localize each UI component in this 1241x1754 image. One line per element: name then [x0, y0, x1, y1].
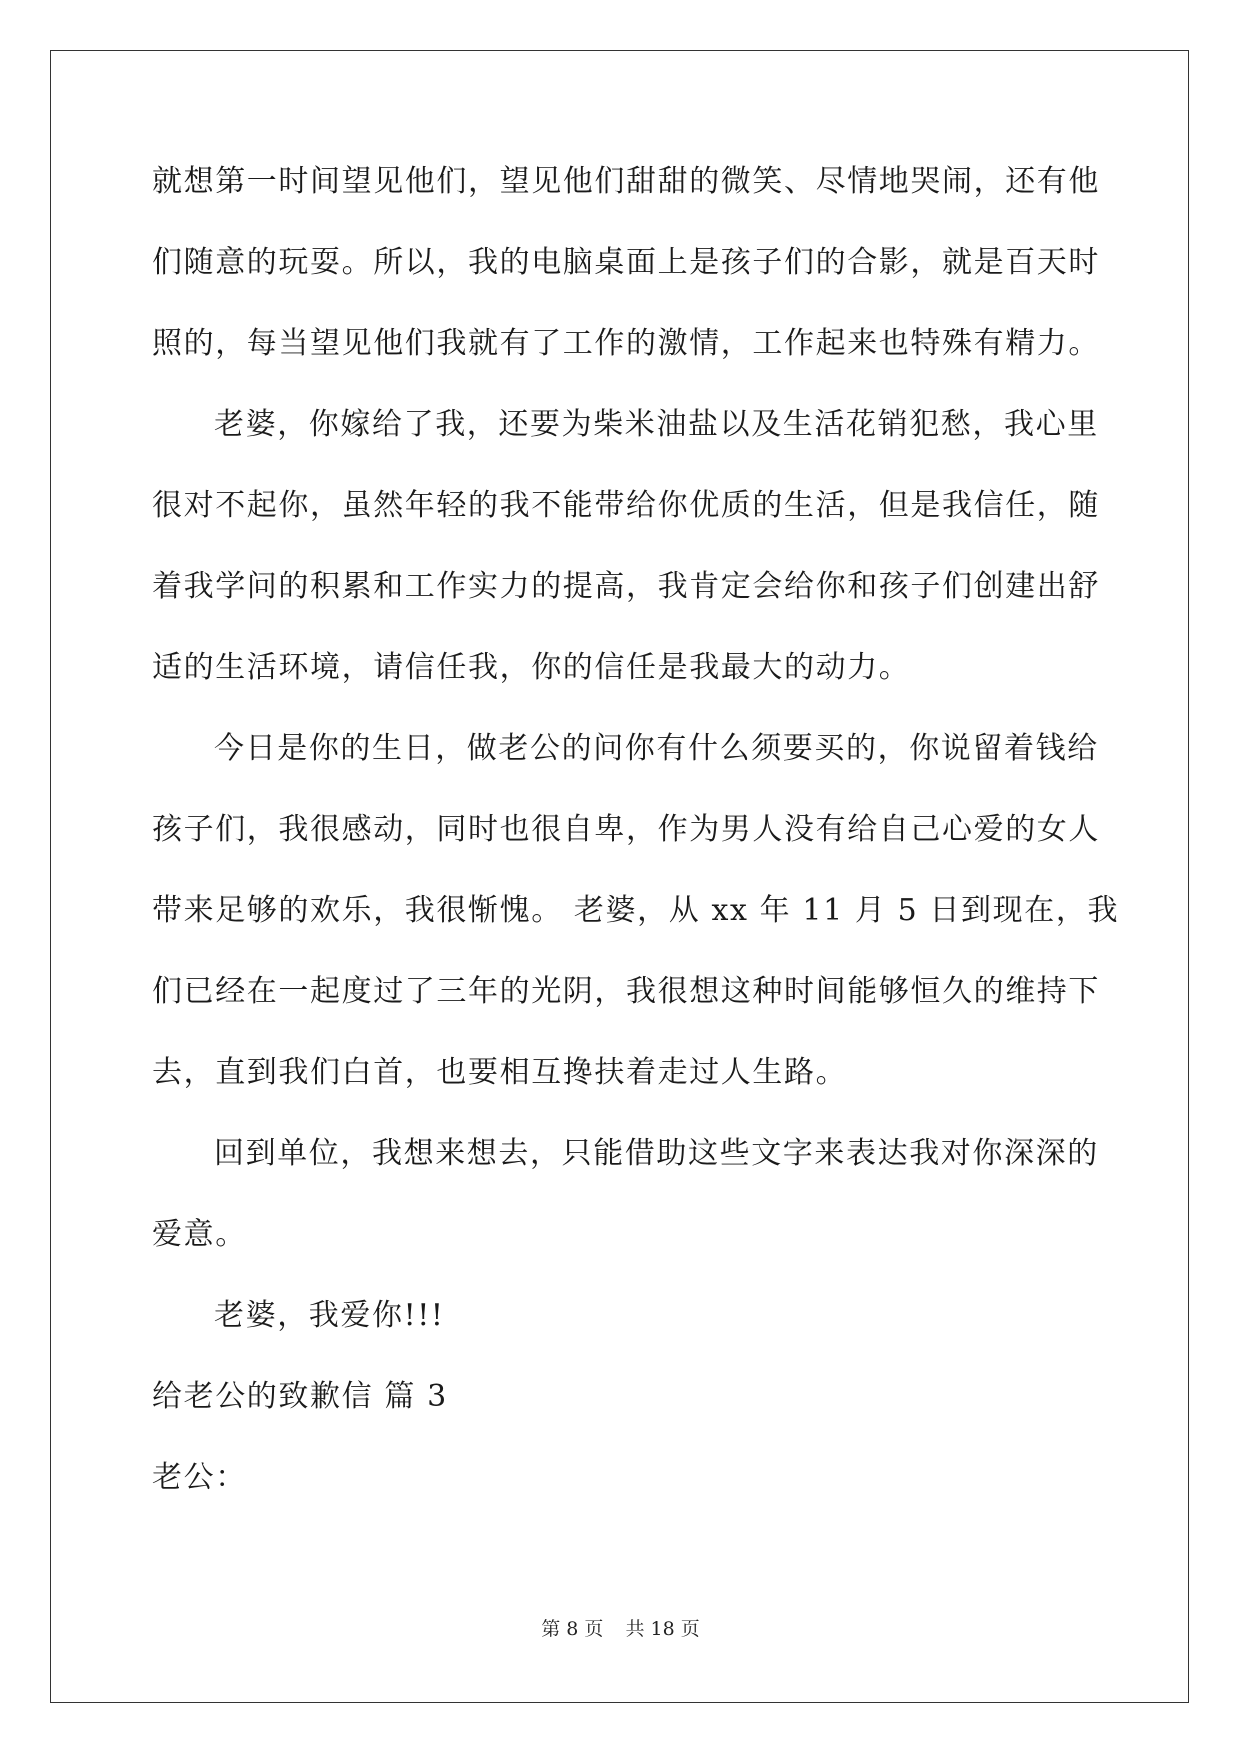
text-line: 带来足够的欢乐，我很惭愧。 老婆，从 xx 年 11 月 5 日到现在，我 — [152, 893, 1120, 928]
salutation: 老公： — [152, 1460, 247, 1495]
section-heading: 给老公的致歉信 篇 3 — [152, 1379, 448, 1414]
page-number: 第 8 页 — [541, 1618, 604, 1640]
text-line: 们已经在一起度过了三年的光阴，我很想这种时间能够恒久的维持下 — [152, 974, 1100, 1009]
paragraph-start-line: 老婆，你嫁给了我，还要为柴米油盐以及生活花销犯愁，我心里 — [214, 407, 1099, 442]
text-line: 适的生活环境，请信任我，你的信任是我最大的动力。 — [152, 650, 911, 685]
page-footer — [0, 1614, 1241, 1641]
text-line: 就想第一时间望见他们，望见他们甜甜的微笑、尽情地哭闹，还有他 — [152, 164, 1100, 199]
text-line: 着我学问的积累和工作实力的提高，我肯定会给你和孩子们创建出舒 — [152, 569, 1100, 604]
paragraph-start-line: 回到单位，我想来想去，只能借助这些文字来表达我对你深深的 — [214, 1136, 1099, 1171]
document-body — [152, 162, 1120, 1539]
text-line: 很对不起你，虽然年轻的我不能带给你优质的生活，但是我信任，随 — [152, 488, 1100, 523]
text-line: 照的，每当望见他们我就有了工作的激情，工作起来也特殊有精力。 — [152, 326, 1100, 361]
paragraph-start-line: 今日是你的生日，做老公的问你有什么须要买的，你说留着钱给 — [214, 731, 1099, 766]
text-line: 爱意。 — [152, 1217, 247, 1252]
text-line: 孩子们，我很感动，同时也很自卑，作为男人没有给自己心爱的女人 — [152, 812, 1100, 847]
page-total: 共 18 页 — [625, 1618, 700, 1640]
closing-line: 老婆，我爱你!!! — [214, 1298, 445, 1333]
text-line: 去，直到我们白首，也要相互搀扶着走过人生路。 — [152, 1055, 848, 1090]
text-line: 们随意的玩耍。所以，我的电脑桌面上是孩子们的合影，就是百天时 — [152, 245, 1100, 280]
